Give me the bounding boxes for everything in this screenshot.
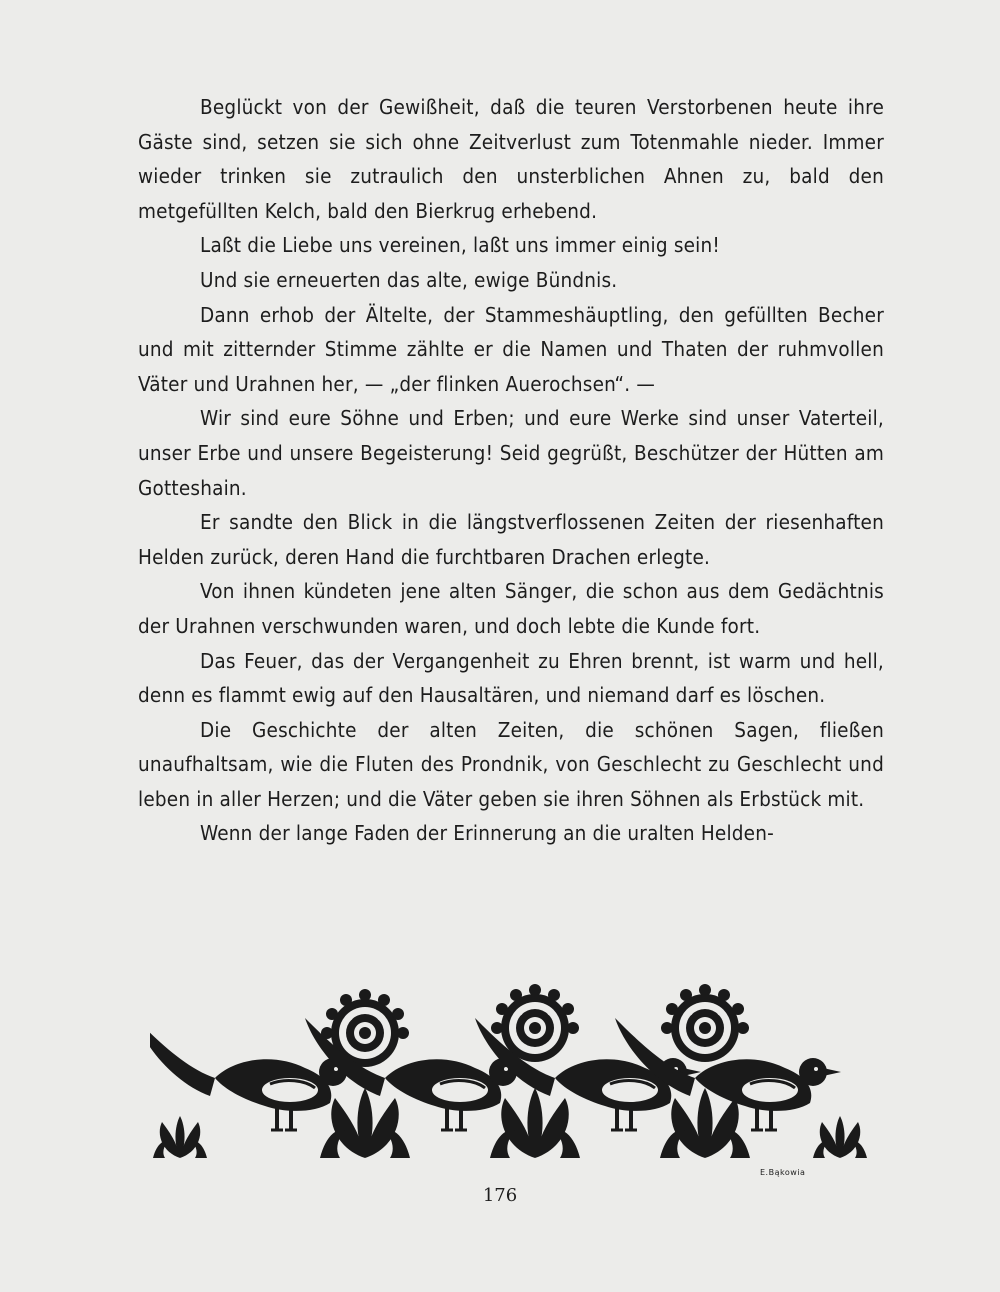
page-number: 176	[482, 1185, 518, 1206]
leaf-cluster-right	[813, 1116, 867, 1158]
paragraph: Er sandte den Blick in die längstverflossenen Zeiten der riesenhaften Helden zurück, deren Hand die furchtbaren Drachen erlegte.	[138, 510, 884, 569]
paragraph: Wenn der lange Faden der Erinnerung an die uralten Helden-	[200, 821, 774, 846]
paragraph: Wir sind eure Söhne und Erben; und eure Werke sind unser Vaterteil, unser Erbe und unsere Begeisterung! Seid gegrüßt, Beschützer der Hütten am Gotteshain.	[138, 406, 884, 500]
paragraph: Die Geschichte der alten Zeiten, die schönen Sagen, fließen unaufhaltsam, wie die Fluten des Prondnik, von Geschlecht zu Geschlecht und leben in aller Herzen; und die Väter geben sie ihren Söhnen als Erbstück mit.	[138, 717, 884, 811]
flower-3	[661, 984, 749, 1062]
body-text	[138, 90, 884, 851]
paragraph: Von ihnen kündeten jene alten Sänger, die schon aus dem Gedächtnis der Urahnen verschwunden waren, und doch lebte die Kunde fort.	[138, 579, 884, 638]
artist-signature: E.Bąkowia	[760, 1168, 806, 1177]
paragraph: Laßt die Liebe uns vereinen, laßt uns immer einig sein!	[200, 233, 720, 258]
paragraph: Das Feuer, das der Vergangenheit zu Ehren brennt, ist warm und hell, denn es flammt ewig auf den Hausaltären, und niemand darf es löschen.	[138, 648, 884, 708]
paragraph: Beglückt von der Gewißheit, daß die teuren Verstorbenen heute ihre Gäste sind, setzen sie sich ohne Zeitverlust zum Totenmahle nieder. Immer wieder trinken sie zutraulich den unsterblichen Ahnen zu, bald den metgefüllten Kelch, bald den Bierkrug erhebend.	[138, 95, 884, 223]
magpie-ornament-illustration	[150, 978, 870, 1178]
leaf-cluster-1	[320, 1088, 410, 1158]
leaf-cluster-left	[153, 1116, 207, 1158]
leaf-cluster-2	[490, 1088, 580, 1158]
paragraph: Dann erhob der Ältelte, der Stammeshäuptling, den gefüllten Becher und mit zitternder Stimme zählte er die Namen und Thaten der ruhmvollen Väter und Urahnen her, — „der flinken Auerochsen“. —	[138, 302, 884, 396]
paragraph: Und sie erneuerten das alte, ewige Bündnis.	[200, 267, 618, 292]
